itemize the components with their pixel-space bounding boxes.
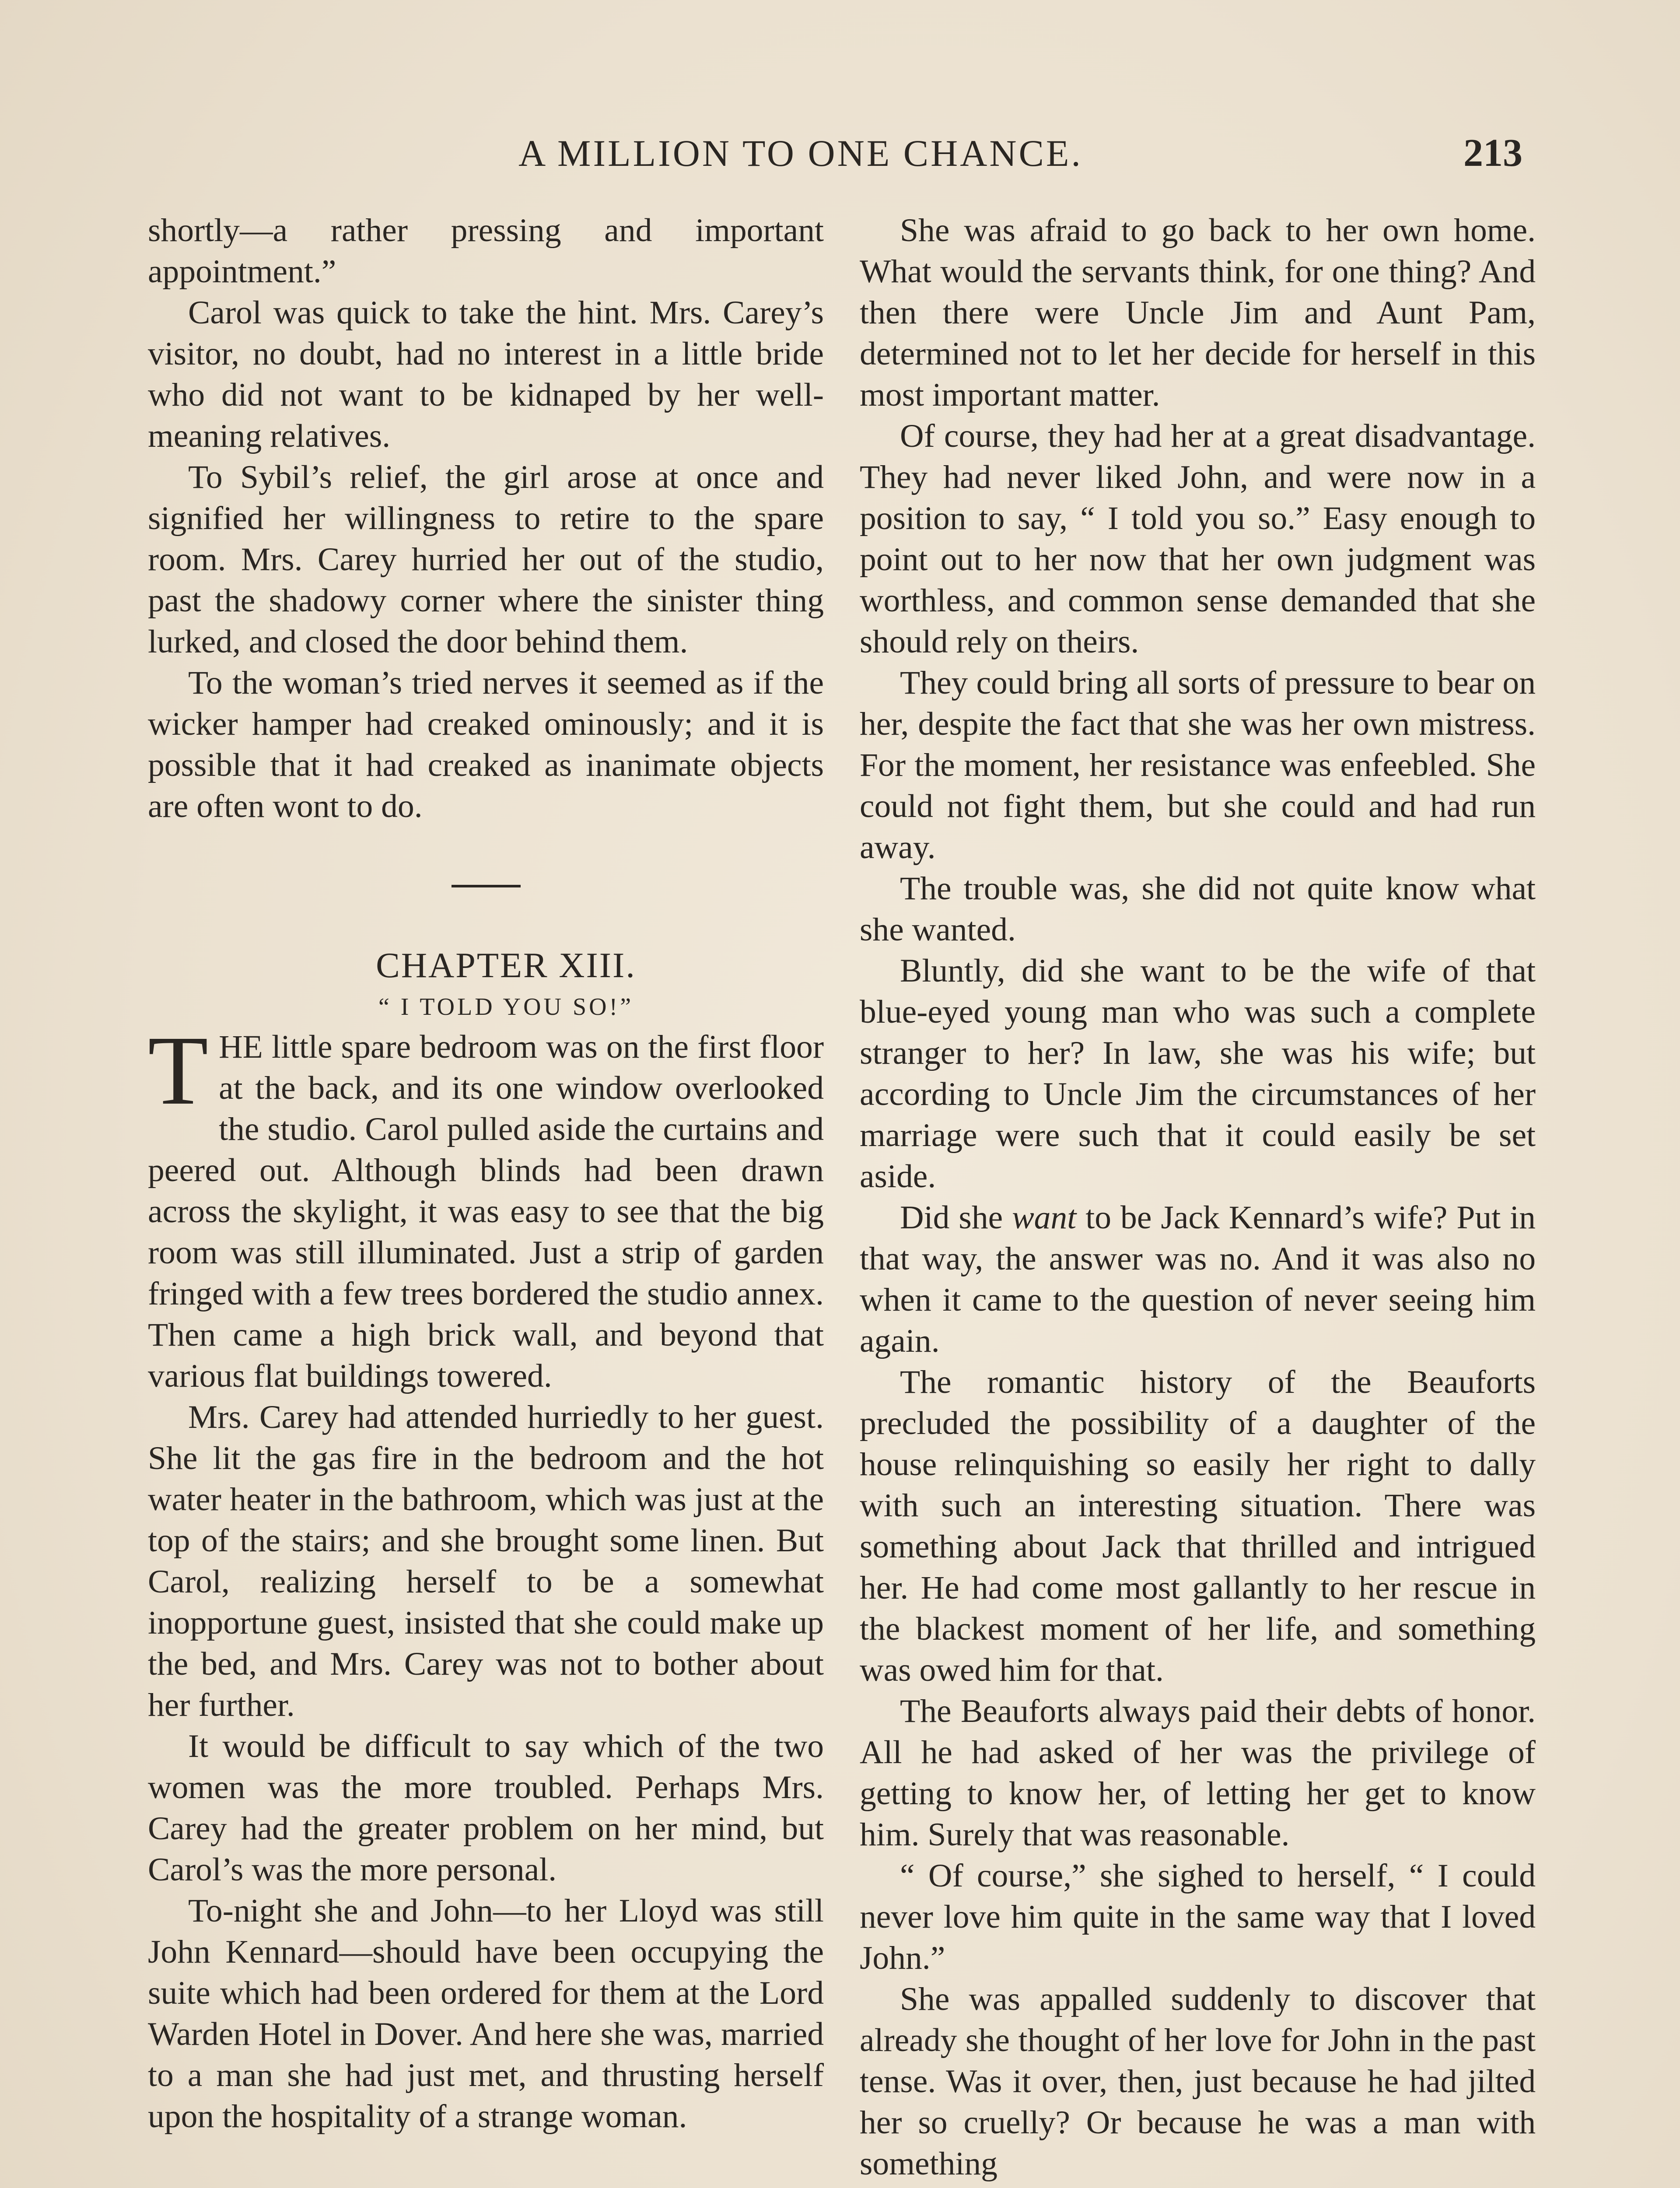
- paragraph: The trouble was, she did not quite know what she wanted.: [860, 870, 1536, 948]
- paragraph: They could bring all sorts of pressure to bear on her, despite the fact that she was her own mistress. For the moment, her resistance was enfeebled. She could not fight them, but she could and had run away.: [860, 665, 1536, 866]
- paragraph: Carol was quick to take the hint. Mrs. Carey’s visitor, no doubt, had no interest in a little bride who did not want to be kidnaped by her well-meaning relatives.: [148, 295, 824, 454]
- paragraph: Of course, they had her at a great disadvantage. They had never liked John, and were now in a position to say, “ I told you so.” Easy enough to point out to her now that her own judgment was worthless, and common sense demanded that she should rely on theirs.: [860, 418, 1536, 660]
- drop-cap: T: [148, 1016, 209, 1125]
- opening-text: HE little spare bedroom was on the first floor at the back, and its one window overlooked the studio. Carol pulled aside the curtains and peered out. Although blinds had been drawn across the skylight, it was easy to see that the big room was still illuminated. Just a strip of garden fringed with a few trees bordered the studio annex. Then came a high brick wall, and beyond that various flat buildings towered.: [148, 1029, 824, 1394]
- paragraph: Mrs. Carey had attended hurriedly to her guest. She lit the gas fire in the bedroom and the hot water heater in the bathroom, which was just at the top of the stairs; and she brought some linen. But Carol, realizing herself to be a somewhat inopportune guest, insisted that she could make up the bed, and Mrs. Carey was not to bother about her further.: [148, 1399, 824, 1723]
- page-header: [0, 127, 1680, 179]
- paragraph: [860, 1197, 1536, 1362]
- paragraph: Bluntly, did she want to be the wife of that blue-eyed young man who was such a complete stranger to her? In law, she was his wife; but according to Uncle Jim the circumstances of her marriage were such that it could easily be set aside.: [860, 953, 1536, 1195]
- paragraph: To-night she and John—to her Lloyd was still John Kennard—should have been occupying the suite which had been ordered for them at the Lord Warden Hotel in Dover. And here she was, married to a man she had just met, and thrusting herself upon the hospitality of a strange woman.: [148, 1893, 824, 2135]
- chapter-opening-paragraph: [148, 1016, 824, 1397]
- paragraph: shortly—a rather pressing and important appointment.”: [148, 212, 824, 290]
- section-divider: [452, 885, 521, 887]
- paragraph: It would be difficult to say which of the two women was the more troubled. Perhaps Mrs. Carey had the greater problem on her mind, but Carol’s was the more personal.: [148, 1728, 824, 1888]
- paragraph: To Sybil’s relief, the girl arose at once and signified her willingness to retire to the spare room. Mrs. Carey hurried her out of the studio, past the shadowy corner where the sinister thing lurked, and closed the door behind them.: [148, 459, 824, 660]
- paragraph: The Beauforts always paid their debts of honor. All he had asked of her was the privilege of getting to know her, of letting her get to know him. Surely that was reasonable.: [860, 1693, 1536, 1853]
- paragraph: She was appalled suddenly to discover that already she thought of her love for John in the past tense. Was it over, then, just because he had jilted her so cruelly? Or because he was a man with something: [860, 1981, 1536, 2182]
- text-run: Did she: [900, 1199, 1003, 1236]
- paragraph: The romantic history of the Beauforts precluded the possibility of a daughter of the house relinquishing so easily her right to dally with such an interesting situation. There was something about Jack that thrilled and intrigued her. He had come most gallantly to her rescue in the blackest moment of her life, and something was owed him for that.: [860, 1364, 1536, 1688]
- left-column: [148, 210, 824, 2137]
- paragraph: She was afraid to go back to her own home. What would the servants think, for one thing? And then there were Uncle Jim and Aunt Pam, determined not to let her decide for herself in this most important matter.: [860, 212, 1536, 413]
- chapter-heading: CHAPTER XIII.: [376, 945, 636, 985]
- paragraph: “ Of course,” she sighed to herself, “ I could never love him quite in the same way that I loved John.”: [860, 1858, 1536, 1976]
- chapter-subtitle: “ I TOLD YOU SO!”: [378, 993, 634, 1020]
- page-number: 213: [1463, 131, 1522, 175]
- emphasis: want: [1012, 1199, 1077, 1236]
- right-column: [860, 210, 1536, 2184]
- text-run: to be Jack Kennard’s wife? Put in that way, the answer was no. And it was also no when it came to the question of never seeing him again.: [860, 1199, 1536, 1359]
- running-title: A MILLION TO ONE CHANCE.: [518, 132, 1083, 174]
- paragraph: To the woman’s tried nerves it seemed as if the wicker hamper had creaked ominously; and it is possible that it had creaked as inanimate objects are often wont to do.: [148, 665, 824, 824]
